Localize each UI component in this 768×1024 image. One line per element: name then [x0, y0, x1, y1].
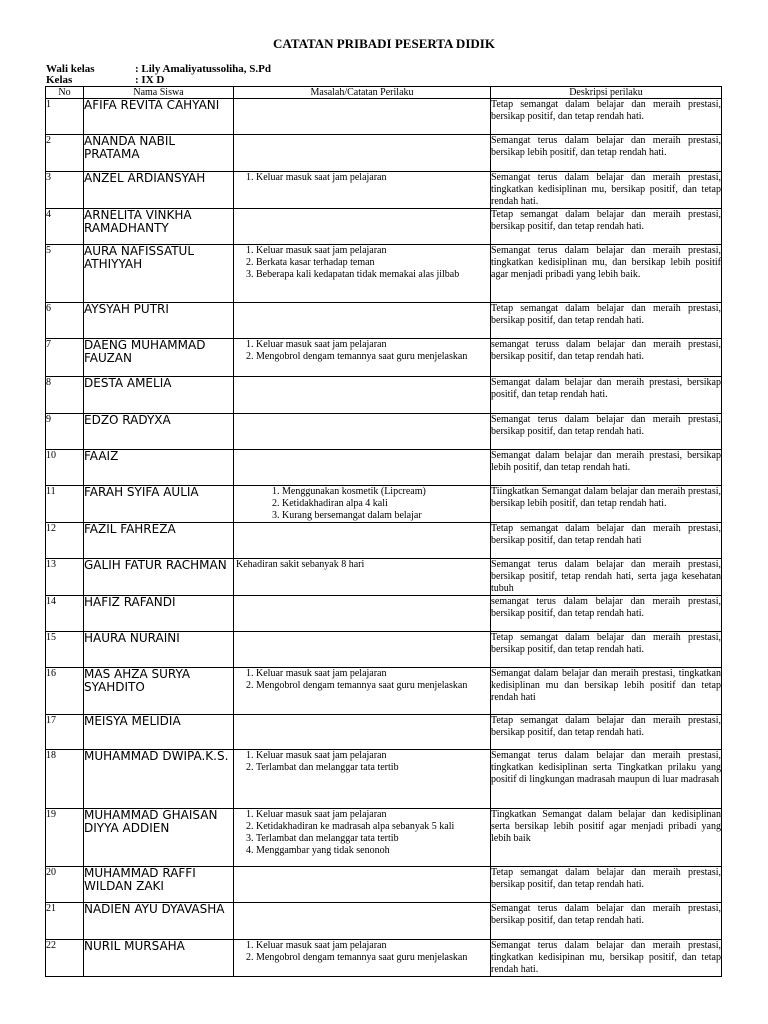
behavior-notes: [234, 339, 491, 377]
behavior-description: Tingkatkan Semangat dalam belajar dan kedisiplinan serta bersikap lebih positif agar menjadi pribadi yang lebih baik: [491, 809, 722, 867]
student-name: HAFIZ RAFANDI: [84, 596, 234, 632]
row-number: 3: [46, 172, 84, 209]
row-number: 10: [46, 450, 84, 486]
table-row: [46, 377, 722, 414]
row-number: 1: [46, 99, 84, 135]
behavior-notes: [234, 99, 491, 135]
table-row: [46, 668, 722, 715]
row-number: 13: [46, 559, 84, 596]
table-row: [46, 940, 722, 977]
row-number: 2: [46, 135, 84, 172]
kelas-line: [46, 74, 164, 86]
wali-kelas-label: Wali kelas: [46, 63, 95, 75]
behavior-notes: [234, 450, 491, 486]
row-number: 22: [46, 940, 84, 977]
student-name: ANZEL ARDIANSYAH: [84, 172, 234, 209]
row-number: 16: [46, 668, 84, 715]
behavior-notes: [234, 750, 491, 809]
student-name: DESTA AMELIA: [84, 377, 234, 414]
behavior-notes: [234, 903, 491, 940]
table-row: [46, 303, 722, 339]
behavior-note-item: 2. Mengobrol dengam temannya saat guru menjelaskan: [256, 680, 490, 692]
student-name: GALIH FATUR RACHMAN: [84, 559, 234, 596]
behavior-description: Tetap semangat dalam belajar dan meraih prestasi, bersikap positif, dan tetap rendah hati.: [491, 715, 722, 750]
behavior-notes: [234, 486, 491, 523]
behavior-description: Tetap semangat dalam belajar dan meraih prestasi, bersikap positif, dan tetap rendah hati: [491, 523, 722, 559]
behavior-notes: [234, 632, 491, 668]
row-number: 19: [46, 809, 84, 867]
behavior-description: Semangat terus dalam belajar dan meraih prestasi, tingkatkan kedisiplinan mu, dan bersikap lebih positif agar menjadi pribadi yang lebih baik.: [491, 245, 722, 303]
student-name: MAS AHZA SURYA SYAHDITO: [84, 668, 234, 715]
row-number: 17: [46, 715, 84, 750]
student-name: ARNELITA VINKHA RAMADHANTY: [84, 209, 234, 245]
table-row: [46, 245, 722, 303]
behavior-note-item: 3. Kurang bersemangat dalam belajar: [282, 510, 490, 522]
row-number: 21: [46, 903, 84, 940]
behavior-note-list: [234, 486, 490, 522]
table-row: [46, 632, 722, 668]
behavior-description: Tetap semangat dalam belajar dan meraih prestasi, bersikap positif, dan tetap rendah hati.: [491, 99, 722, 135]
student-name: FAZIL FAHREZA: [84, 523, 234, 559]
behavior-note-item: 1. Keluar masuk saat jam pelajaran: [256, 809, 490, 821]
student-name: FARAH SYIFA AULIA: [84, 486, 234, 523]
behavior-notes: [234, 172, 491, 209]
student-notes-table: [45, 86, 722, 977]
behavior-notes: [234, 209, 491, 245]
row-number: 18: [46, 750, 84, 809]
row-number: 12: [46, 523, 84, 559]
row-number: 8: [46, 377, 84, 414]
row-number: 15: [46, 632, 84, 668]
table-row: [46, 750, 722, 809]
behavior-note-item: 3. Terlambat dan melanggar tata tertib: [256, 833, 490, 845]
table-row: [46, 339, 722, 377]
kelas-value: : IX D: [135, 74, 165, 86]
student-name: AURA NAFISSATUL ATHIYYAH: [84, 245, 234, 303]
behavior-description: Semangat terus dalam belajar dan meraih prestasi, tingkatkan kedisiplinan mu, bersikap positif, dan tetap rendah hati.: [491, 172, 721, 207]
behavior-note-item: 1. Keluar masuk saat jam pelajaran: [256, 339, 490, 351]
header-desc: Deskripsi perilaku: [491, 87, 722, 99]
table-row: [46, 135, 722, 172]
student-name: FAAIZ: [84, 450, 234, 486]
behavior-description: Tiingkatkan Semangat dalam belajar dan meraih prestasi, bersikap lebih positif, dan tetap rendah hati.: [491, 486, 722, 523]
table-row: [46, 596, 722, 632]
table-row: [46, 450, 722, 486]
table-row: [46, 867, 722, 903]
header-no: No: [46, 87, 84, 99]
row-number: 14: [46, 596, 84, 632]
student-name: ANANDA NABIL PRATAMA: [84, 135, 234, 172]
table-row: [46, 559, 722, 596]
header-name: Nama Siswa: [84, 87, 234, 99]
student-name: AYSYAH PUTRI: [84, 303, 234, 339]
behavior-description: Semangat terus dalam belajar dan meraih prestasi, tingkatkan kedisipinan mu, bersikap positif, dan tetap rendah hati.: [491, 940, 721, 975]
behavior-description: Semangat terus dalam belajar dan meraih prestasi, tingkatkan kedisiplinan serta Tingkatkan prilaku yang positif di lingkungan madrasah maupun di luar madrasah: [491, 750, 722, 809]
student-name: DAENG MUHAMMAD FAUZAN: [84, 339, 234, 377]
student-name: NADIEN AYU DYAVASHA: [84, 903, 234, 940]
table-row: [46, 903, 722, 940]
behavior-note-item: 2. Ketidakhadiran ke madrasah alpa sebanyak 5 kali: [256, 821, 490, 833]
behavior-description: Semangat terus dalam belajar dan meraih prestasi, bersikap positif, tetap rendah hati, serta jaga kesehatan tubuh: [491, 559, 721, 594]
behavior-note-item: 2. Terlambat dan melanggar tata tertib: [256, 762, 490, 774]
row-number: 11: [46, 486, 84, 523]
row-number: 6: [46, 303, 84, 339]
behavior-description: Semangat dalam belajar dan meraih prestasi, tingkatkan kedisiplinan mu dan bersikap lebih positif dan tetap rendah hati: [491, 668, 722, 715]
behavior-note-list: [234, 940, 490, 964]
student-name: MUHAMMAD RAFFI WILDAN ZAKI: [84, 867, 234, 903]
table-row: [46, 523, 722, 559]
kelas-label: Kelas: [46, 74, 73, 86]
behavior-notes: [234, 303, 491, 339]
behavior-note-list: [234, 339, 490, 363]
behavior-note-list: [234, 668, 490, 692]
behavior-note-item: 2. Mengobrol dengam temannya saat guru menjelaskan: [256, 351, 490, 363]
behavior-notes: [234, 523, 491, 559]
behavior-note: Kehadiran sakit sebanyak 8 hari: [236, 559, 365, 570]
behavior-notes: [234, 596, 491, 632]
behavior-description: Tetap semangat dalam belajar dan meraih prestasi, bersikap positif, dan tetap rendah hati.: [491, 209, 722, 245]
behavior-note-item: 1. Keluar masuk saat jam pelajaran: [256, 172, 490, 184]
behavior-notes: [234, 715, 491, 750]
behavior-description: semangat teruss dalam belajar dan meraih prestasi, bersikap positif, dan tetap rendah hati.: [491, 339, 722, 377]
behavior-note-list: [234, 245, 490, 281]
behavior-notes: [234, 559, 491, 596]
behavior-description: Semangat terus dalam belajar dan meraih prestasi, bersikap positif, dan tetap rendah hati.: [491, 903, 722, 940]
behavior-note-item: 2. Ketidakhadiran alpa 4 kali: [282, 498, 490, 510]
row-number: 4: [46, 209, 84, 245]
behavior-description: Semangat terus dalam belajar dan meraih prestasi, bersikap lebih positif, dan tetap rendah hati.: [491, 135, 722, 172]
table-row: [46, 209, 722, 245]
behavior-note-list: [234, 750, 490, 774]
behavior-note-item: 1. Menggunakan kosmetik (Lipcream): [282, 486, 490, 498]
behavior-note-list: [234, 172, 490, 184]
behavior-note-item: 1. Keluar masuk saat jam pelajaran: [256, 750, 490, 762]
table-row: [46, 172, 722, 209]
student-name: MUHAMMAD GHAISAN DIYYA ADDIEN: [84, 809, 234, 867]
page-title: CATATAN PRIBADI PESERTA DIDIK: [273, 36, 495, 51]
behavior-notes: [234, 377, 491, 414]
header-issue: Masalah/Catatan Perilaku: [234, 87, 491, 99]
wali-kelas-value: : Lily Amaliyatussoliha, S.Pd: [135, 63, 272, 75]
behavior-description: Semangat dalam belajar dan meraih prestasi, bersikap positif, dan tetap rendah hati.: [491, 377, 722, 414]
row-number: 9: [46, 414, 84, 450]
table-row: [46, 486, 722, 523]
behavior-description: Semangat terus dalam belajar dan meraih prestasi, bersikap positif, dan tetap rendah hati.: [491, 414, 722, 450]
student-name: NURIL MURSAHA: [84, 940, 234, 977]
student-name: EDZO RADYXA: [84, 414, 234, 450]
behavior-notes: [234, 940, 491, 977]
behavior-note-item: 3. Beberapa kali kedapatan tidak memakai alas jilbab: [256, 269, 490, 281]
row-number: 20: [46, 867, 84, 903]
behavior-note-item: 2. Berkata kasar terhadap teman: [256, 257, 490, 269]
table-row: [46, 99, 722, 135]
table-row: [46, 414, 722, 450]
behavior-note-item: 1. Keluar masuk saat jam pelajaran: [256, 245, 490, 257]
table-row: [46, 715, 722, 750]
behavior-notes: [234, 809, 491, 867]
behavior-notes: [234, 245, 491, 303]
student-name: HAURA NURAINI: [84, 632, 234, 668]
student-name: AFIFA REVITA CAHYANI: [84, 99, 234, 135]
behavior-notes: [234, 668, 491, 715]
table-header-row: [46, 87, 722, 99]
behavior-description: Semangat dalam belajar dan meraih prestasi, bersikap lebih positif, dan tetap rendah hati.: [491, 450, 722, 486]
row-number: 5: [46, 245, 84, 303]
behavior-description: Tetap semangat dalam belajar dan meraih prestasi, bersikap positif, dan tetap rendah hati.: [491, 867, 722, 903]
behavior-note-item: 1. Keluar masuk saat jam pelajaran: [256, 940, 490, 952]
behavior-notes: [234, 414, 491, 450]
behavior-note-item: 4. Menggambar yang tidak senonoh: [256, 845, 490, 857]
behavior-description: Tetap semangat dalam belajar dan meraih prestasi, bersikap positif, dan tetap rendah hati.: [491, 632, 722, 668]
row-number: 7: [46, 339, 84, 377]
behavior-description: Tetap semangat dalam belajar dan meraih prestasi, bersikap positif, dan tetap rendah hati.: [491, 303, 722, 339]
behavior-notes: [234, 135, 491, 172]
student-name: MEISYA MELIDIA: [84, 715, 234, 750]
table-row: [46, 809, 722, 867]
student-name: MUHAMMAD DWIPA.K.S.: [84, 750, 234, 809]
behavior-note-item: 1. Keluar masuk saat jam pelajaran: [256, 668, 490, 680]
behavior-note-item: 2. Mengobrol dengam temannya saat guru menjelaskan: [256, 952, 490, 964]
behavior-notes: [234, 867, 491, 903]
table-body: [46, 99, 722, 977]
behavior-note-list: [234, 809, 490, 857]
behavior-description: semangat terus dalam belajar dan meraih prestasi, bersikap positif, dan tetap rendah hati.: [491, 596, 722, 632]
